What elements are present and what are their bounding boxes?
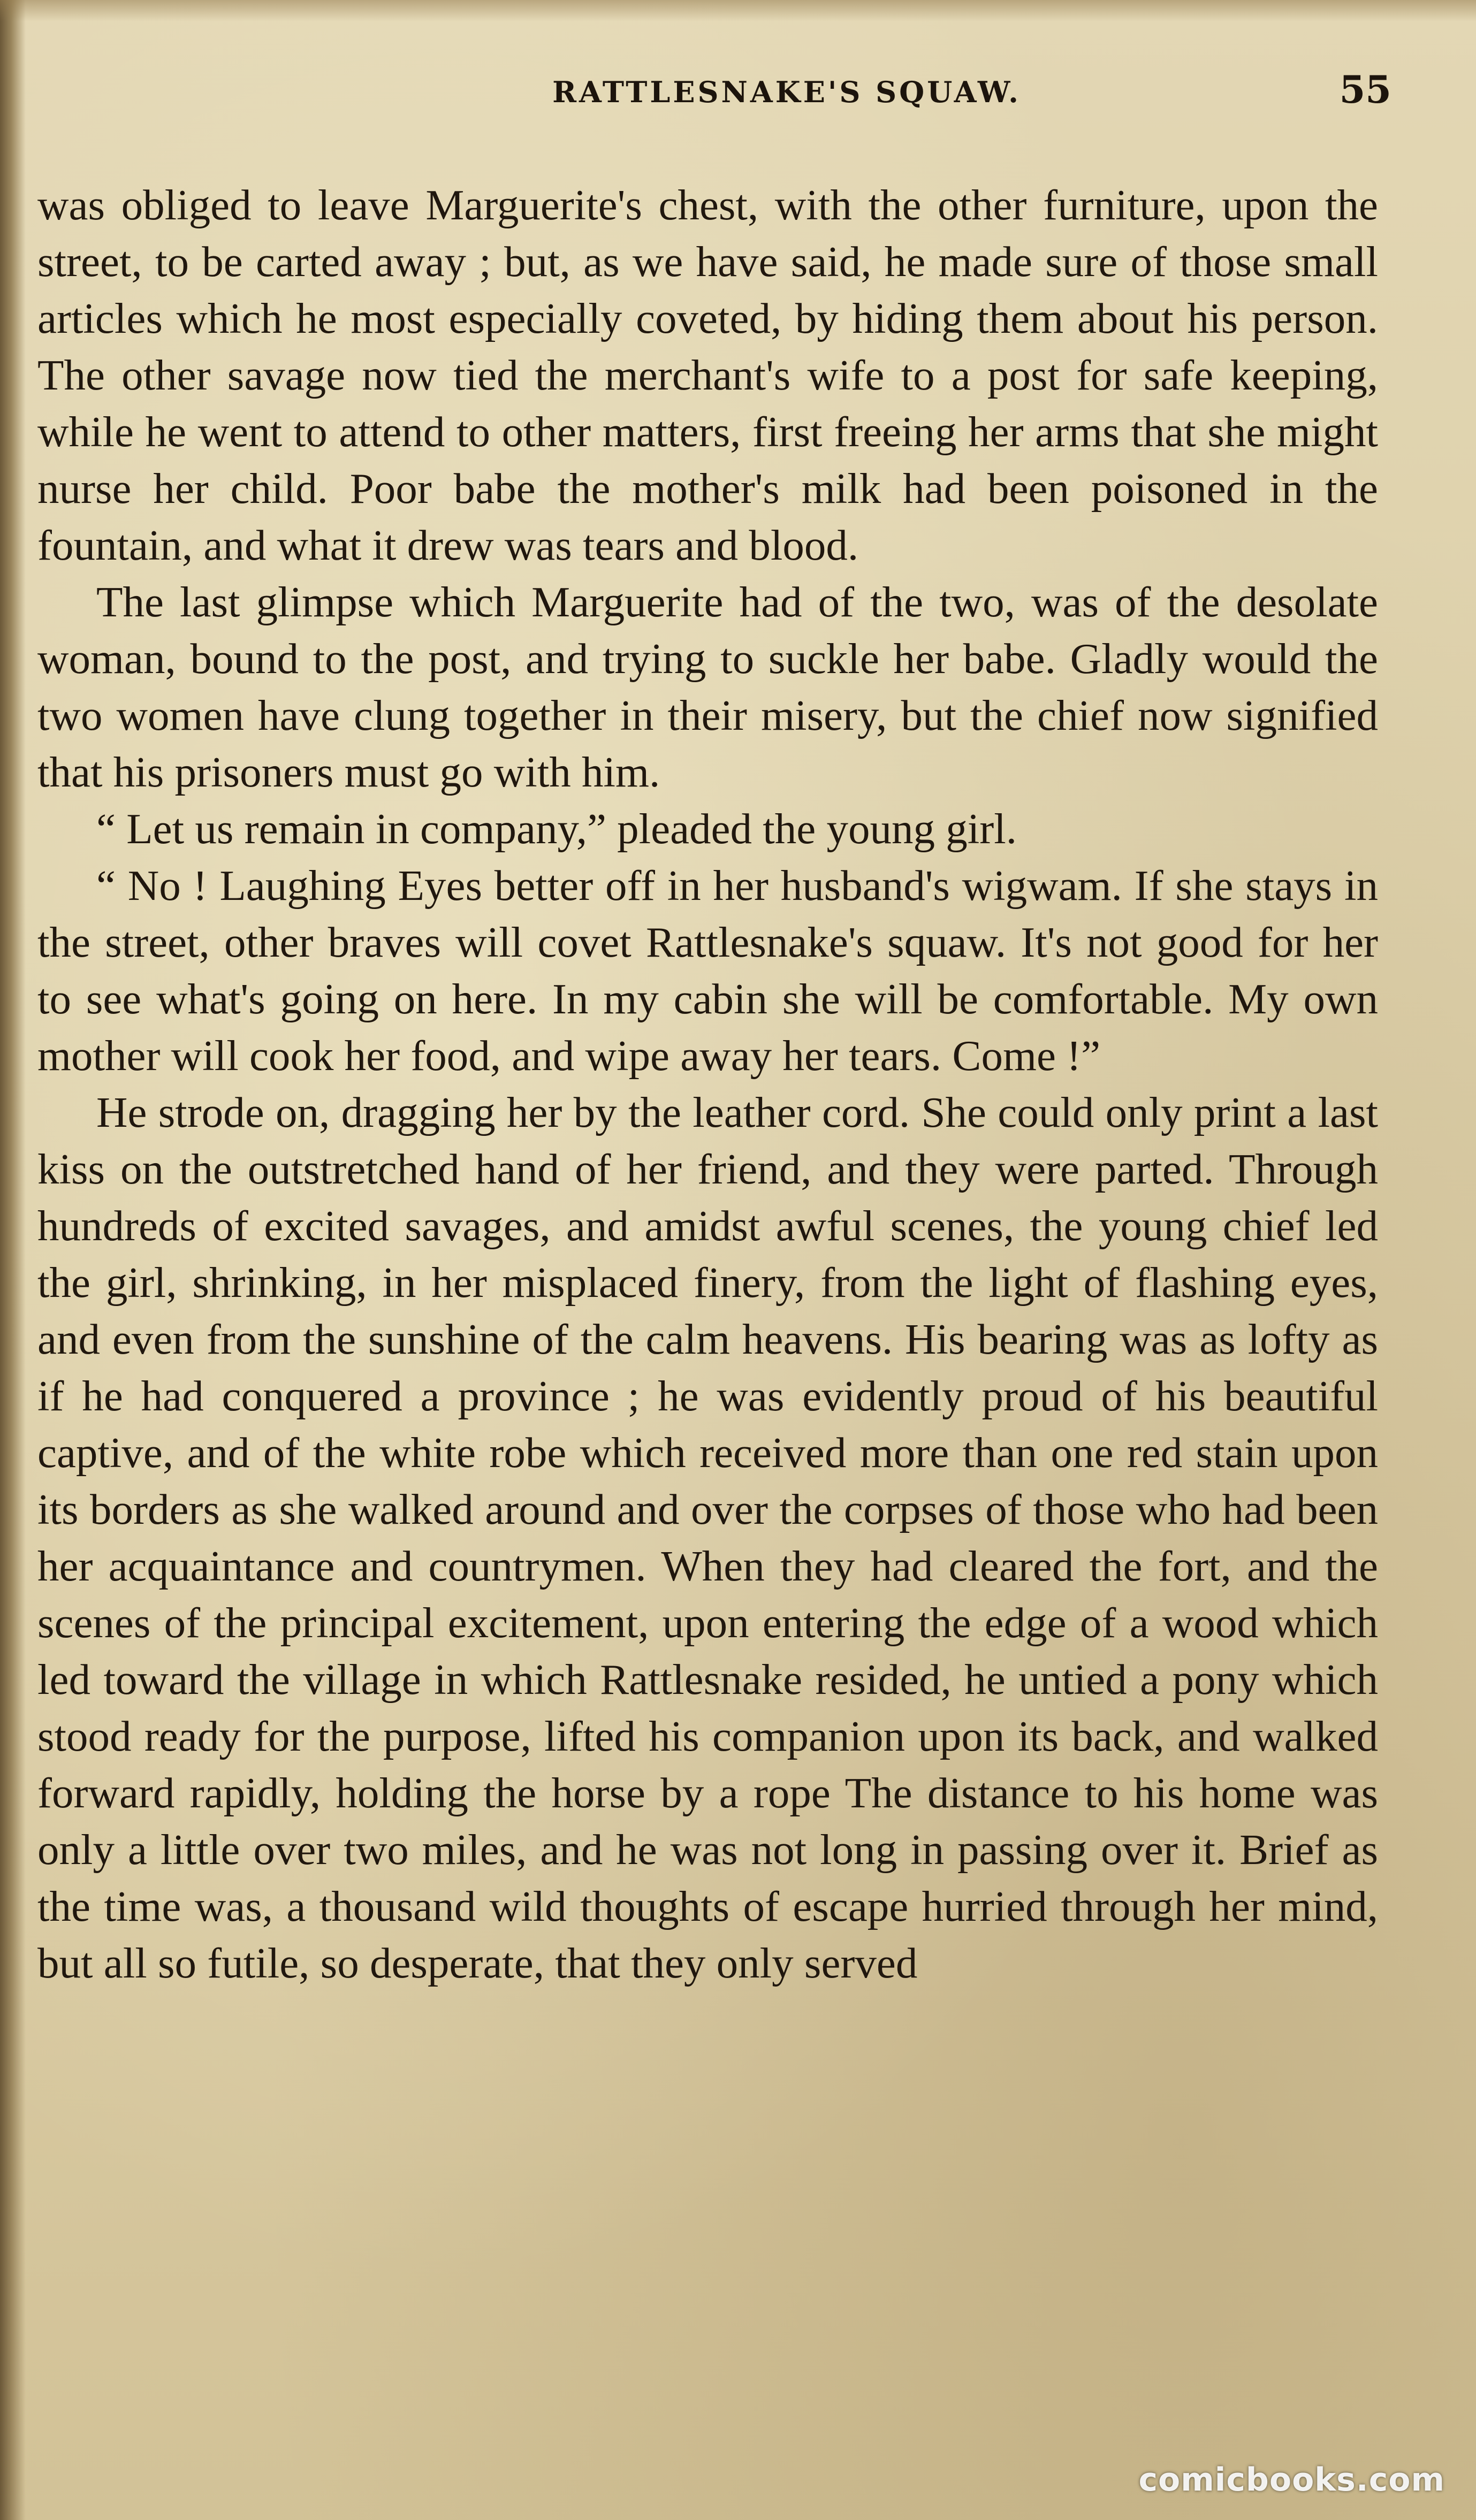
body-text (37, 177, 1378, 1991)
page-header (32, 64, 1445, 123)
running-head: RATTLESNAKE'S SQUAW. (552, 75, 1021, 109)
paragraph-4: “ No ! Laughing Eyes better off in her husband's wigwam. If she stays in the street, other braves will covet Rattlesnake's squaw. It's not good for her to see what's going on here. In my cabin she will be comfortable. My own mother will cook her food, and wipe away her tears. Come !” (37, 861, 1378, 1080)
page-number: 55 (1339, 67, 1391, 112)
paragraph-5: He strode on, dragging her by the leather cord. She could only print a last kiss on the outstretched hand of her friend, and they were parted. Through hundreds of excited savages, and amidst awful scenes, the young chief led the girl, shrinking, in her misplaced finery, from the light of flashing eyes, and even from the sunshine of the calm heavens. His bearing was as lofty as if he had conquered a province ; he was evidently proud of his beautiful captive, and of the white robe which received more than one red stain upon its borders as she walked around and over the corpses of those who had been her acquaintance and countrymen. When they had cleared the fort, and the scenes of the principal excitement, upon entering the edge of a wood which led toward the village in which Rattlesnake resided, he untied a pony which stood ready for the purpose, lifted his companion upon its back, and walked forward rapidly, holding the horse by a rope The distance to his home was only a little over two miles, and he was not long in passing over it. Brief as the time was, a thousand wild thoughts of escape hurried through her mind, but all so futile, so desperate, that they only served (37, 1088, 1378, 1987)
page-gutter-shadow (0, 0, 26, 2520)
paragraph-3: “ Let us remain in company,” pleaded the young girl. (96, 805, 1017, 853)
page-top-edge (0, 0, 1476, 21)
paragraph-1: was obliged to leave Marguerite's chest, with the other furniture, upon the street, to be carted away ; but, as we have said, he made sure of those small articles which he most especially coveted, by hiding them about his person. The other savage now tied the merchant's wife to a post for safe keeping, while he went to attend to other matters, first freeing her arms that she might nurse her child. Poor babe the mother's milk had been poisoned in the fountain, and what it drew was tears and blood. (37, 181, 1378, 569)
watermark: comicbooks.com (1138, 2461, 1445, 2499)
paragraph-2: The last glimpse which Marguerite had of the two, was of the desolate woman, bound to the post, and trying to suckle her babe. Gladly would the two women have clung together in their misery, but the chief now signified that his prisoners must go with him. (37, 578, 1378, 796)
